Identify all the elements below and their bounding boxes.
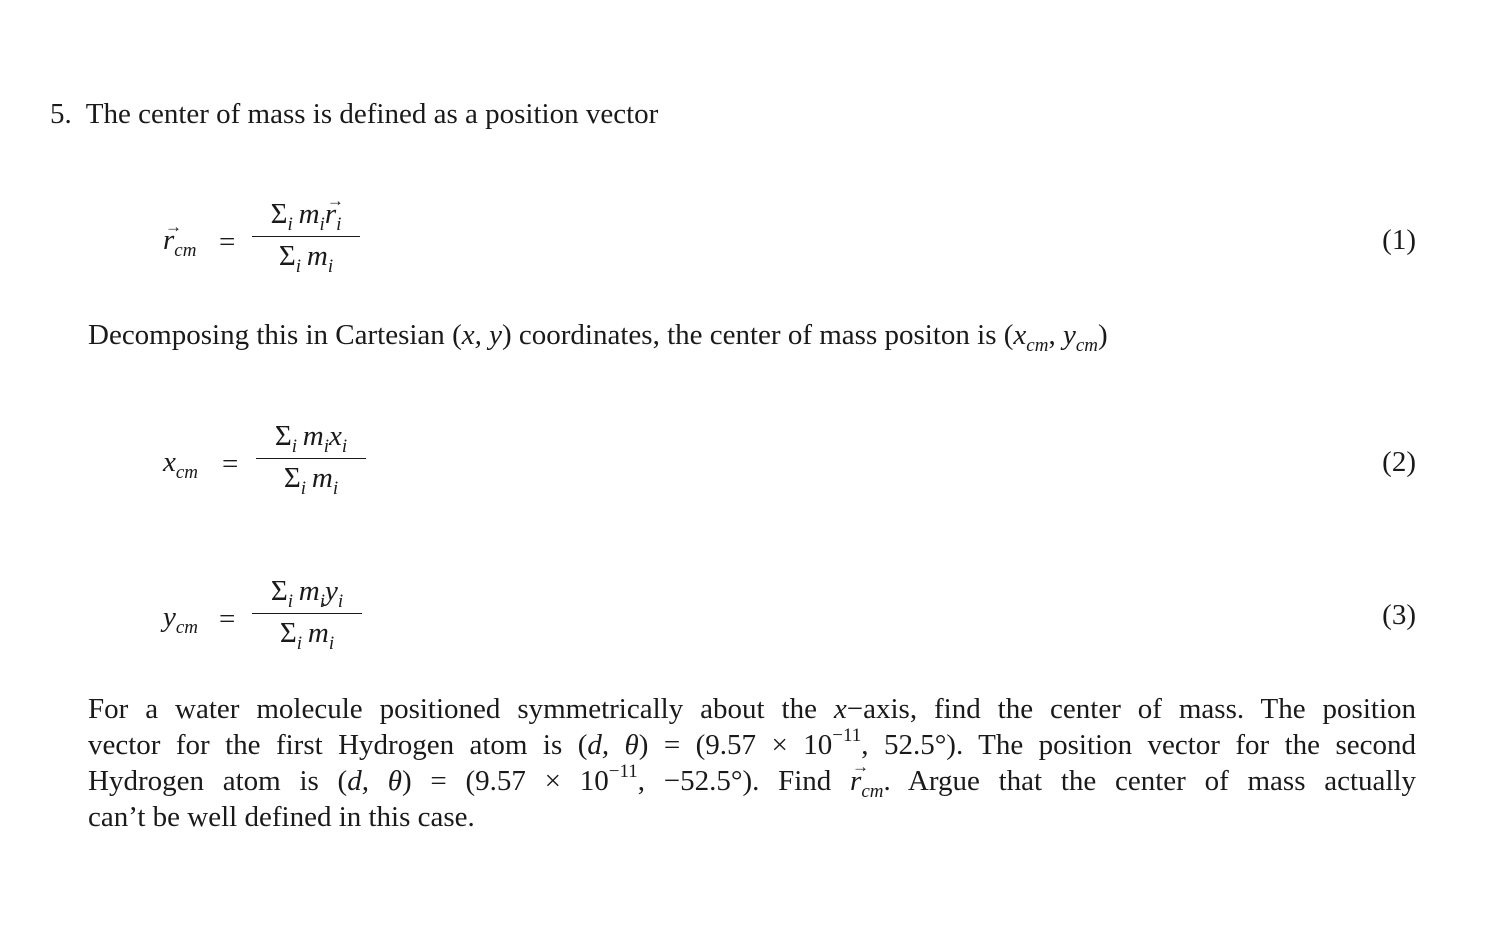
eq2-equals: = [222, 448, 239, 480]
task-line1-a: For a water molecule positioned symmetrically about the [88, 693, 817, 725]
problem-number: 5. [50, 98, 72, 130]
eq1-number: (1) [1382, 224, 1416, 256]
problem-heading [50, 100, 658, 129]
eq2-lhs: $x_{cm}$ [163, 446, 199, 483]
h2-exponent: −11 [608, 761, 638, 782]
task-line3-b: Find [778, 765, 832, 797]
eq3-equals: = [219, 603, 236, 635]
eq3-lhs: $y_{cm}$ [163, 601, 199, 638]
h2-value: (9.57 × 10 [465, 765, 609, 797]
task-paragraph [88, 691, 1416, 835]
task-line-2: vector for the first Hydrogen atom is (d, $\theta) = (9.57 \times 10^{-11}$, 52.5°). The position vector for the second [88, 725, 1416, 761]
task-line2-a: vector for the first Hydrogen atom is [88, 729, 563, 761]
eq1-lhs: → $r_{cm}$ [163, 226, 196, 258]
h1-angle: , 52.5°). [861, 729, 964, 761]
problem-intro: The center of mass is defined as a position vector [85, 98, 659, 130]
decompose-line: Decomposing this in Cartesian (x, y) coordinates, the center of mass positon is ($x_{cm}$, $y_{cm}$) [88, 319, 1108, 356]
task-line3-c: Argue that the center of mass actually [907, 765, 1417, 797]
task-line1-b: axis, find the center of mass. The position [863, 693, 1416, 725]
eq3-number: (3) [1382, 599, 1416, 631]
eq2-number: (2) [1382, 446, 1416, 478]
h2-angle: , −52.5°). [637, 765, 760, 797]
decompose-mid-text: coordinates, the center of mass positon is [518, 319, 997, 351]
eq2-fraction: $\Sigma_i$ $m_ix_i$ $\Sigma_i$ $m_i$ [256, 422, 366, 496]
h1-value: (9.57 × 10 [695, 729, 833, 761]
eq1-fraction: $\Sigma_i$ $m_i\to r_i$ $\Sigma_i$ $m_i$ [252, 200, 360, 274]
eq1-equals: = [219, 226, 236, 258]
task-line3-a: Hydrogen atom is [88, 765, 319, 797]
task-line2-b: The position vector for the second [978, 729, 1416, 761]
task-line-1: For a water molecule positioned symmetrically about the x−axis, find the center of mass. The position [88, 693, 1416, 725]
task-line-4: can’t be well defined in this case. [88, 801, 475, 833]
decompose-text: Decomposing this in Cartesian [88, 319, 445, 351]
task-line-3: Hydrogen atom is (d, $\theta) = (9.57 \times 10^{-11}$, −52.5°). Find → $r_{cm}$. Argue that the center of mass actually [88, 763, 1416, 799]
h1-exponent: −11 [832, 725, 862, 746]
eq3-fraction: $\Sigma_i$ $m_iy_i$ $\Sigma_i$ $m_i$ [252, 577, 362, 651]
